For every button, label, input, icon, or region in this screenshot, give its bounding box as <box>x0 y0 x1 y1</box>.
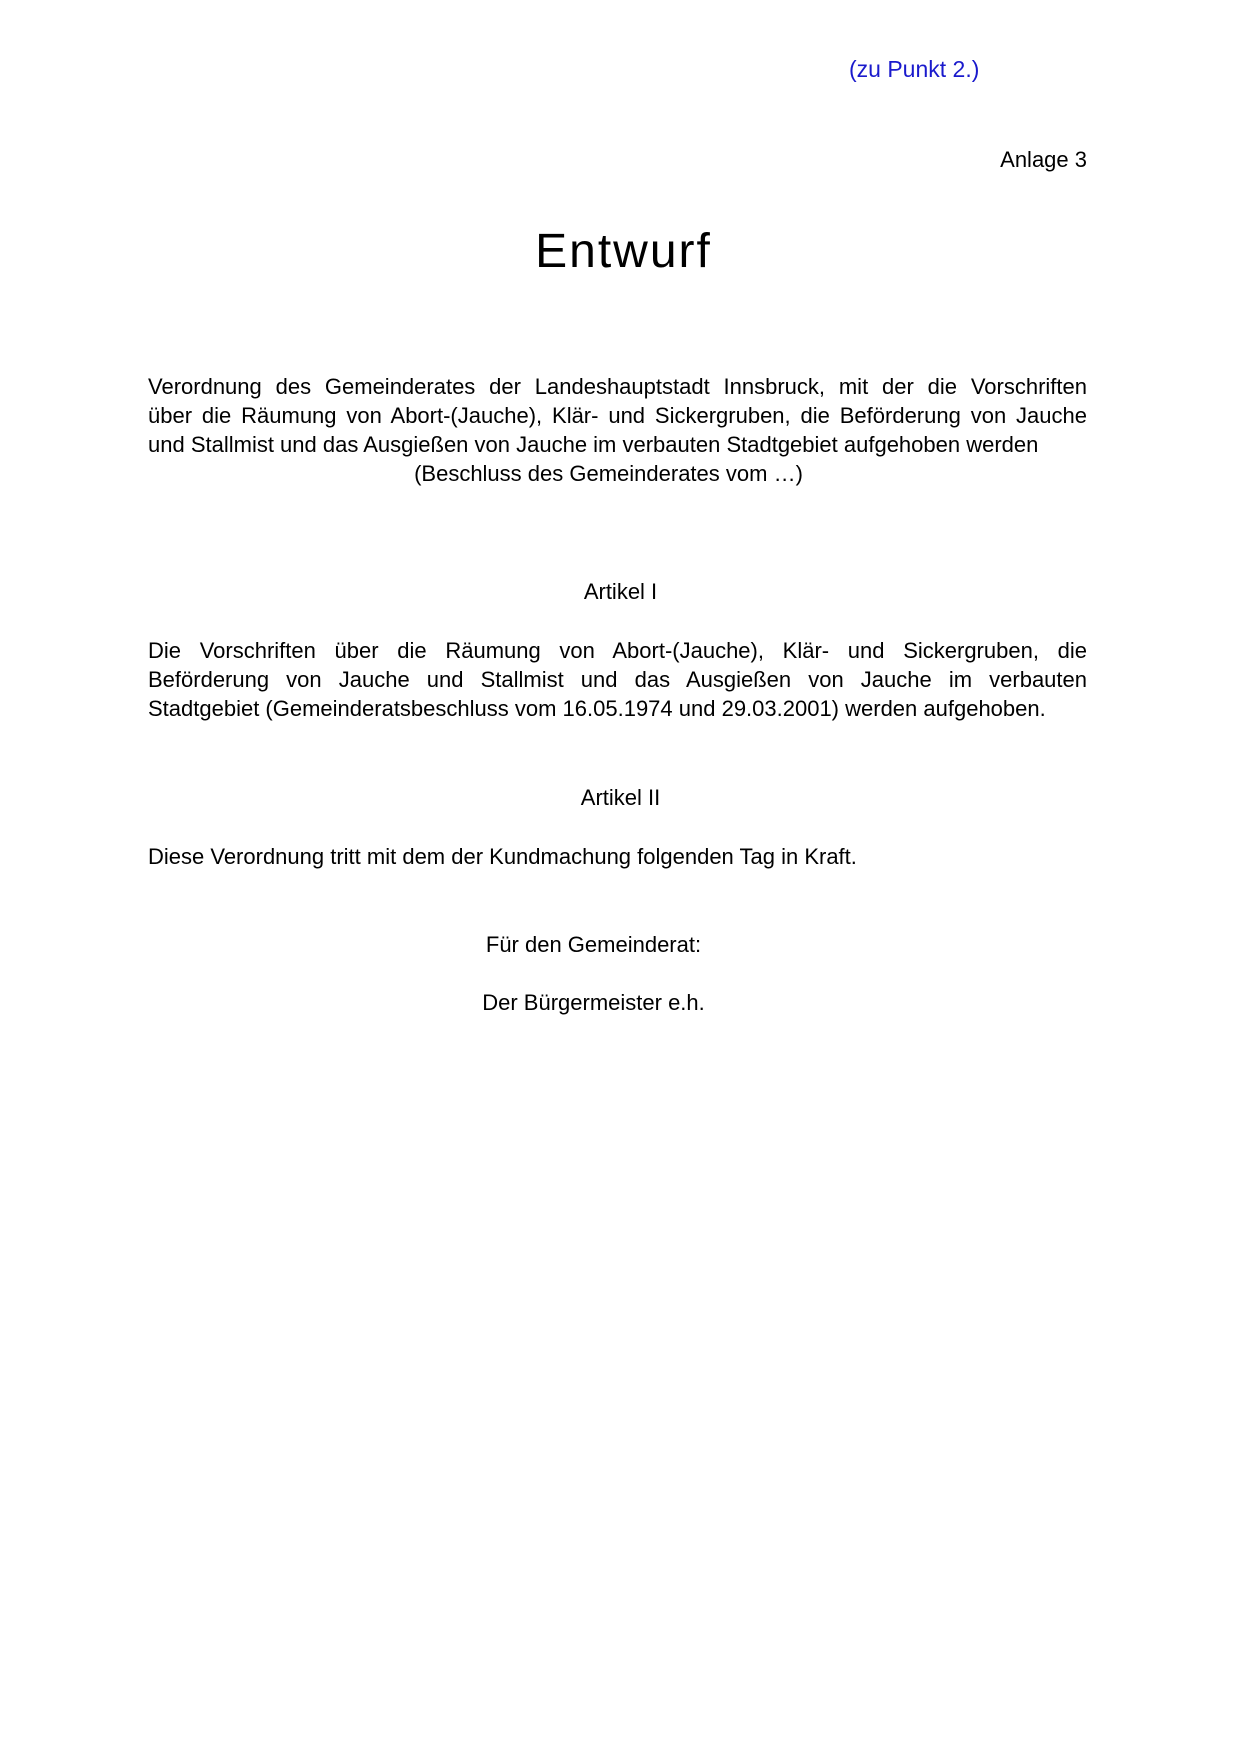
intro-line: und Stallmist und das Ausgießen von Jauche im verbauten Stadtgebiet aufgehoben werden <box>148 432 1039 457</box>
article-2-body: Diese Verordnung tritt mit dem der Kundmachung folgenden Tag in Kraft. <box>148 844 857 869</box>
article-2-heading: Artikel II <box>580 785 661 810</box>
document-title: Entwurf <box>535 225 712 278</box>
article-1-line: Die Vorschriften über die Räumung von Abort-(Jauche), Klär- und Sickergruben, die <box>148 638 1087 663</box>
intro-line: über die Räumung von Abort-(Jauche), Klär- und Sickergruben, die Beförderung von Jauche <box>148 403 1087 428</box>
annex-label: Anlage 3 <box>1000 147 1087 172</box>
article-1-line: Beförderung von Jauche und Stallmist und das Ausgießen von Jauche im verbauten <box>148 667 1087 692</box>
reference-link[interactable]: (zu Punkt 2.) <box>849 56 980 82</box>
signature-mayor-line: Der Bürgermeister e.h. <box>482 990 705 1015</box>
article-1-line: Stadtgebiet (Gemeinderatsbeschluss vom 16.05.1974 und 29.03.2001) werden aufgehoben. <box>148 696 1046 721</box>
article-1-body <box>148 636 1087 723</box>
signature-council-line: Für den Gemeinderat: <box>485 932 702 957</box>
article-1-heading: Artikel I <box>583 579 658 604</box>
ordinance-intro <box>148 372 1087 459</box>
decision-note: (Beschluss des Gemeinderates vom …) <box>414 461 803 486</box>
intro-line: Verordnung des Gemeinderates der Landeshauptstadt Innsbruck, mit der die Vorschriften <box>148 374 1087 399</box>
